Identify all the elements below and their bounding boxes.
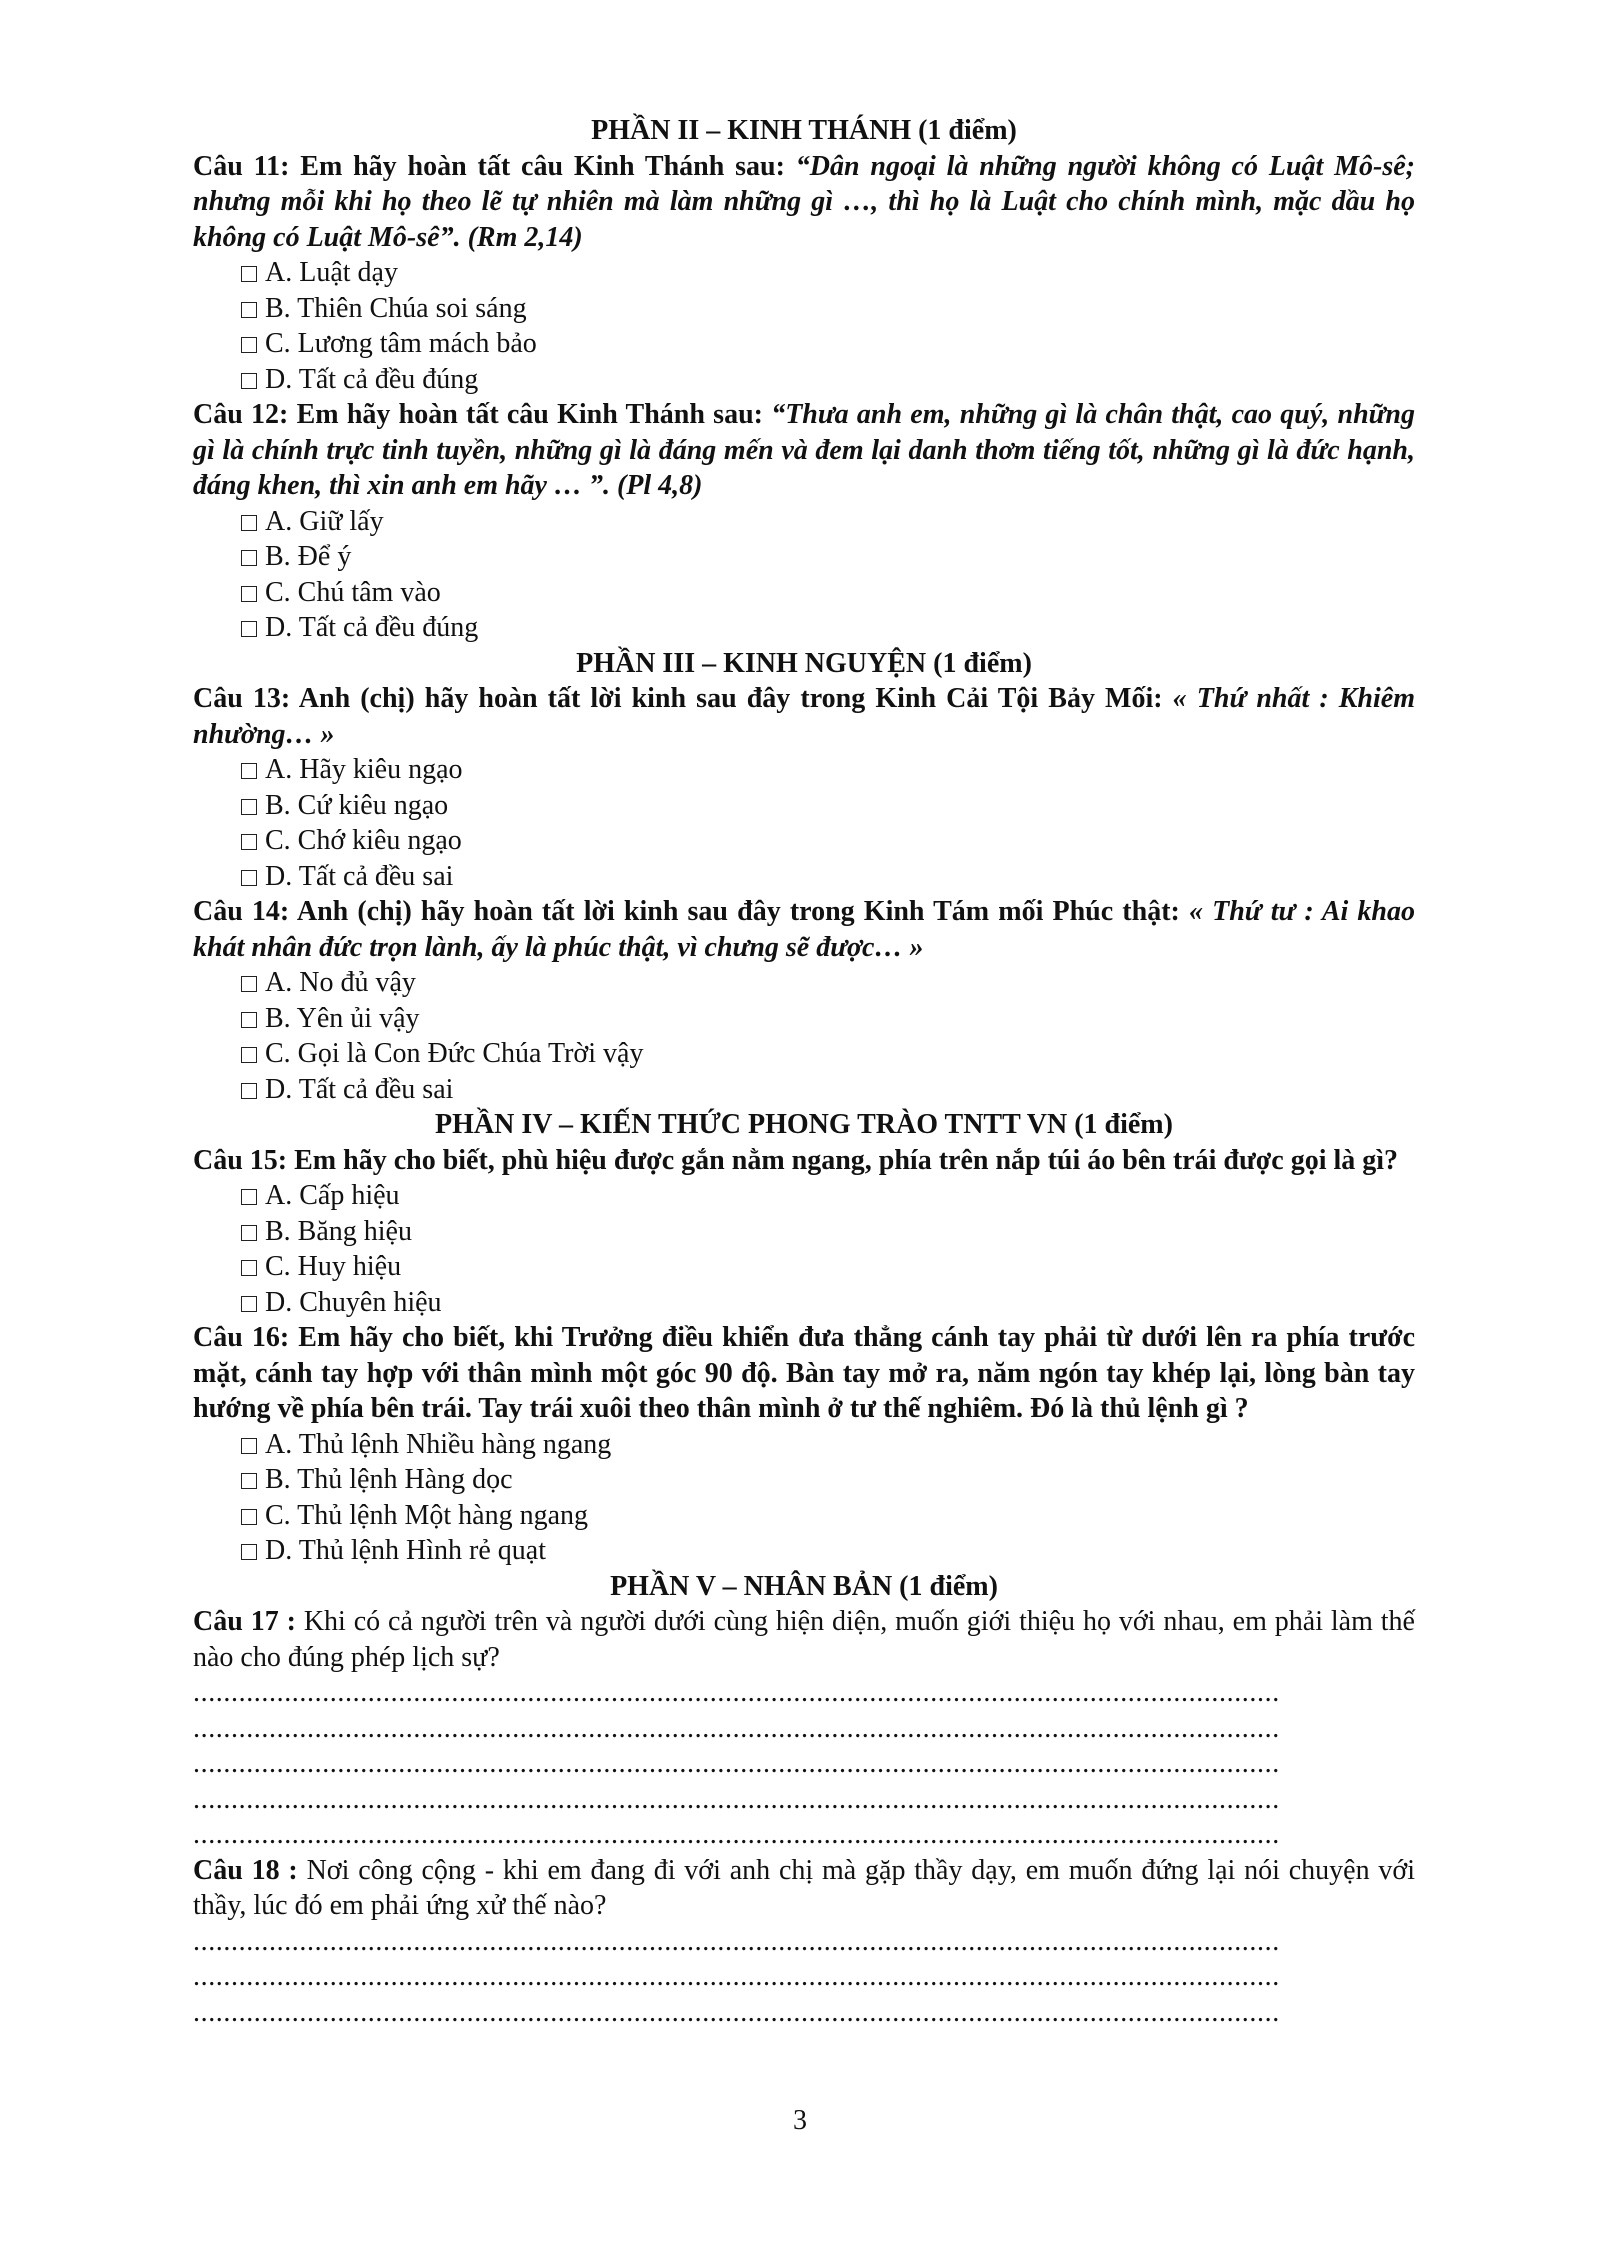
option-b[interactable] [241,1462,1415,1498]
option-a[interactable] [241,1427,1415,1463]
option-label: C. Chớ kiêu ngạo [265,825,462,856]
question-label: Câu 12: [193,399,289,430]
section-title: PHẦN V – NHÂN BẢN (1 điểm) [610,1570,998,1602]
question-label: Câu 17 : [193,1606,296,1637]
option-b[interactable] [241,539,1415,575]
checkbox-icon[interactable] [241,266,257,282]
checkbox-icon[interactable] [241,799,257,815]
section-title: PHẦN III – KINH NGUYỆN (1 điểm) [576,647,1032,679]
option-d[interactable] [241,362,1415,398]
option-d[interactable] [241,1285,1415,1321]
option-label: D. Thủ lệnh Hình rẻ quạt [265,1535,546,1566]
question-prompt: Em hãy cho biết, phù hiệu được gắn nằm ngang, phía trên nắp túi áo bên trái được gọi là gì? [287,1144,1399,1176]
option-a[interactable] [241,255,1415,291]
option-label: C. Thủ lệnh Một hàng ngang [265,1499,589,1531]
option-label: A. No đủ vậy [265,967,416,998]
question-13 [193,681,1415,752]
option-label: C. Gọi là Con Đức Chúa Trời vậy [265,1038,644,1069]
option-label: B. Yên ủi vậy [265,1002,420,1034]
option-label: D. Tất cả đều đúng [265,363,479,395]
checkbox-icon[interactable] [241,1225,257,1241]
option-a[interactable] [241,752,1415,788]
checkbox-icon[interactable] [241,1473,257,1489]
option-b[interactable] [241,1214,1415,1250]
question-text: Nơi công cộng - khi em đang đi với anh chị mà gặp thầy dạy, em muốn đứng lại nói chuyện với thầy, lúc đó em phải ứng xử thế nào? [193,1854,1415,1921]
option-label: C. Chú tâm vào [265,576,441,608]
option-b[interactable] [241,291,1415,327]
answer-line[interactable]: ............................................................................................................................................... [193,1819,1280,1850]
checkbox-icon[interactable] [241,550,257,566]
checkbox-icon[interactable] [241,1544,257,1560]
checkbox-icon[interactable] [241,834,257,850]
option-label: B. Băng hiệu [265,1215,412,1247]
question-17 [193,1604,1415,1675]
answer-line[interactable]: ............................................................................................................................................... [193,1961,1280,1992]
question-14 [193,894,1415,965]
option-d[interactable] [241,610,1415,646]
option-c[interactable] [241,326,1415,362]
section-title: PHẦN IV – KIẾN THỨC PHONG TRÀO TNTT VN (1 điểm) [435,1109,1173,1140]
answer-options [193,752,1415,894]
answer-line[interactable]: ............................................................................................................................................... [193,1748,1280,1779]
option-label: D. Chuyên hiệu [265,1286,442,1318]
checkbox-icon[interactable] [241,302,257,318]
option-c[interactable] [241,1249,1415,1285]
page-number: 3 [793,2105,807,2136]
answer-area[interactable] [193,1675,1415,1853]
option-label: D. Tất cả đều sai [265,1073,454,1105]
question-16 [193,1320,1415,1427]
option-label: C. Lương tâm mách bảo [265,328,537,359]
answer-line[interactable]: ............................................................................................................................................... [193,1996,1280,2028]
option-label: A. Luật dạy [265,257,398,288]
question-prompt: Anh (chị) hãy hoàn tất lời kinh sau đây trong Kinh Tám mối Phúc thật: [289,896,1189,927]
question-quote: « Thứ tư : Ai khao khát nhân đức trọn lành, ấy là phúc thật, vì chưng sẽ được… » [193,896,1415,963]
option-a[interactable] [241,504,1415,540]
question-quote: “Dân ngoại là những người không có Luật Mô-sê; nhưng mỗi khi họ theo lẽ tự nhiên mà làm những gì …, thì họ là Luật cho chính mình, mặc dầu họ không có Luật Mô-sê”. (Rm 2,14) [193,150,1416,253]
checkbox-icon[interactable] [241,373,257,389]
option-label: B. Cứ kiêu ngạo [265,789,449,821]
question-11 [193,149,1415,256]
checkbox-icon[interactable] [241,1260,257,1276]
question-label: Câu 16: [193,1322,290,1353]
question-quote: “Thưa anh em, những gì là chân thật, cao quý, những gì là chính trực tinh tuyền, những gì là đáng mến và đem lại danh thơm tiếng tốt, những gì là đức hạnh, đáng khen, thì xin anh em hãy … ”. (Pl 4,8) [193,399,1416,501]
option-label: B. Để ý [265,541,352,572]
question-quote: « Thứ nhất : Khiêm nhường… » [193,683,1415,750]
option-label: C. Huy hiệu [265,1251,402,1282]
option-label: A. Thủ lệnh Nhiều hàng ngang [265,1428,612,1460]
checkbox-icon[interactable] [241,870,257,886]
question-label: Câu 15: [193,1144,288,1176]
checkbox-icon[interactable] [241,1296,257,1312]
checkbox-icon[interactable] [241,515,257,531]
question-prompt: Em hãy cho biết, khi Trưởng điều khiển đưa thẳng cánh tay phải từ dưới lên ra phía trước mặt, cánh tay hợp với thân mình một góc 90 độ. Bàn tay mở ra, năm ngón tay khép lại, lòng bàn tay hướng về phía bên trái. Tay trái xuôi theo thân mình ở tư thế nghiêm. Đó là thủ lệnh gì ? [193,1322,1415,1424]
option-label: D. Tất cả đều đúng [265,612,479,643]
question-prompt: Em hãy hoàn tất câu Kinh Thánh sau: [289,150,796,182]
option-d[interactable] [241,1072,1415,1108]
option-label: D. Tất cả đều sai [265,860,454,892]
question-label: Câu 13: [193,683,291,714]
checkbox-icon[interactable] [241,1047,257,1063]
option-a[interactable] [241,965,1415,1001]
checkbox-icon[interactable] [241,1509,257,1525]
answer-options [193,1427,1415,1569]
option-label: A. Giữ lấy [265,505,384,537]
option-c[interactable] [241,1498,1415,1534]
option-d[interactable] [241,1533,1415,1569]
checkbox-icon[interactable] [241,976,257,992]
answer-line[interactable]: ............................................................................................................................................... [193,1925,1280,1957]
question-label: Câu 14: [193,896,290,927]
option-label: B. Thủ lệnh Hàng dọc [265,1464,513,1495]
answer-area[interactable] [193,1924,1415,2031]
checkbox-icon[interactable] [241,621,257,637]
answer-line[interactable]: ............................................................................................................................................... [193,1712,1280,1744]
checkbox-icon[interactable] [241,1438,257,1454]
option-b[interactable] [241,1001,1415,1037]
option-c[interactable] [241,823,1415,859]
checkbox-icon[interactable] [241,1189,257,1205]
checkbox-icon[interactable] [241,1012,257,1028]
option-c[interactable] [241,1036,1415,1072]
question-12 [193,397,1415,504]
answer-options [193,1178,1415,1320]
question-15 [193,1143,1415,1179]
option-a[interactable] [241,1178,1415,1214]
checkbox-icon[interactable] [241,763,257,779]
answer-line[interactable]: ............................................................................................................................................... [193,1783,1280,1815]
checkbox-icon[interactable] [241,1083,257,1099]
question-label: Câu 11: [193,150,290,182]
question-prompt: Em hãy hoàn tất câu Kinh Thánh sau: [288,399,772,430]
question-prompt: Anh (chị) hãy hoàn tất lời kinh sau đây trong Kinh Cải Tội Bảy Mối: [290,683,1173,714]
option-label: A. Cấp hiệu [265,1180,400,1211]
checkbox-icon[interactable] [241,586,257,602]
answer-options [193,965,1415,1107]
option-d[interactable] [241,859,1415,895]
option-label: B. Thiên Chúa soi sáng [265,292,527,324]
page-content [193,113,1415,2030]
answer-options [193,504,1415,646]
question-18 [193,1853,1415,1924]
checkbox-icon[interactable] [241,337,257,353]
answer-line[interactable]: ............................................................................................................................................... [193,1677,1280,1708]
option-c[interactable] [241,575,1415,611]
option-b[interactable] [241,788,1415,824]
answer-options [193,255,1415,397]
section-title: PHẦN II – KINH THÁNH (1 điểm) [591,115,1017,146]
question-text: Khi có cả người trên và người dưới cùng hiện diện, muốn giới thiệu họ với nhau, em phải làm thế nào cho đúng phép lịch sự? [193,1606,1415,1673]
question-label: Câu 18 : [193,1854,298,1886]
option-label: A. Hãy kiêu ngạo [265,754,463,785]
